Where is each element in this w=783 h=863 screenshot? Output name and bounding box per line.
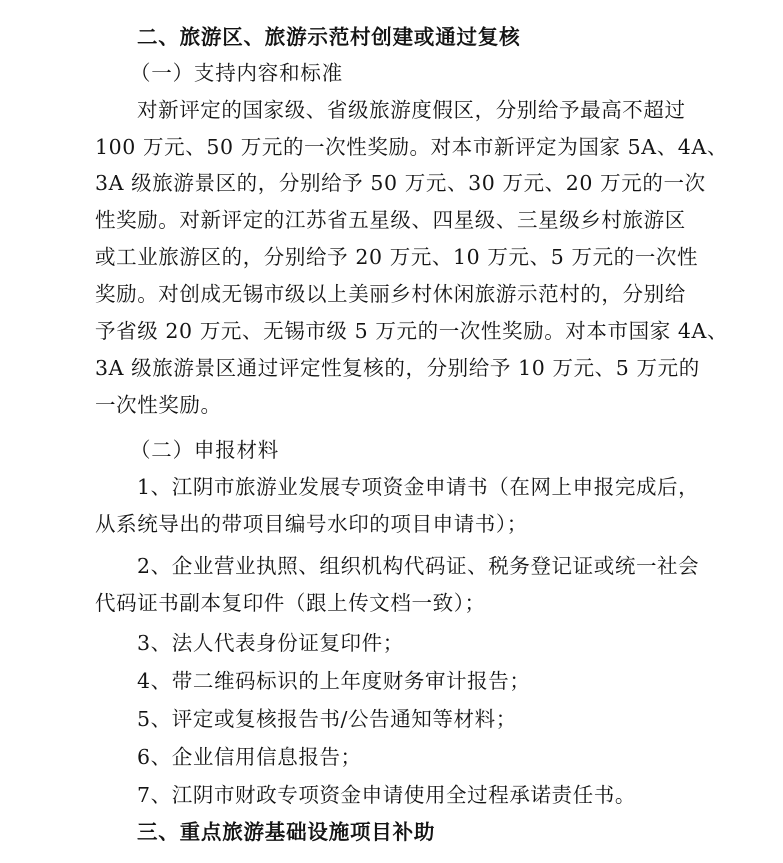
list-item-3: 3、法人代表身份证复印件；: [137, 631, 404, 655]
section-heading-3: 三、重点旅游基础设施项目补助: [137, 820, 436, 844]
paragraph-line: 3A 级旅游景区通过评定性复核的，分别给予 10 万元、5 万元的: [95, 356, 700, 380]
paragraph-line: 100 万元、50 万元的一次性奖励。对本市新评定为国家 5A、4A、: [95, 135, 728, 159]
subsection-heading-2-2: （二）申报材料: [130, 438, 280, 462]
list-item-1-line-2: 从系统导出的带项目编号水印的项目申请书）；: [95, 512, 528, 536]
list-item-7: 7、江阴市财政专项资金申请使用全过程承诺责任书。: [137, 783, 636, 807]
paragraph-line: 或工业旅游区的，分别给予 20 万元、10 万元、5 万元的一次性: [95, 245, 699, 269]
paragraph-line: 予省级 20 万元、无锡市级 5 万元的一次性奖励。对本市国家 4A、: [95, 319, 729, 343]
list-item-2-line-2: 代码证书副本复印件（跟上传文档一致）；: [95, 591, 486, 615]
paragraph-line: 性奖励。对新评定的江苏省五星级、四星级、三星级乡村旅游区: [95, 208, 686, 232]
list-item-6: 6、企业信用信息报告；: [137, 745, 362, 769]
list-item-4: 4、带二维码标识的上年度财务审计报告；: [137, 669, 531, 693]
list-item-5: 5、评定或复核报告书/公告通知等材料；: [137, 707, 517, 731]
subsection-heading-2-1: （一）支持内容和标准: [130, 61, 343, 85]
paragraph-line: 对新评定的国家级、省级旅游度假区，分别给予最高不超过: [137, 98, 686, 122]
paragraph-line: 一次性奖励。: [95, 393, 222, 417]
paragraph-line: 3A 级旅游景区的，分别给予 50 万元、30 万元、20 万元的一次: [95, 171, 706, 195]
list-item-2-line-1: 2、企业营业执照、组织机构代码证、税务登记证或统一社会: [137, 554, 700, 578]
paragraph-line: 奖励。对创成无锡市级以上美丽乡村休闲旅游示范村的，分别给: [95, 282, 686, 306]
section-heading-2: 二、旅游区、旅游示范村创建或通过复核: [137, 25, 521, 49]
list-item-1-line-1: 1、江阴市旅游业发展专项资金申请书（在网上申报完成后，: [137, 475, 700, 499]
